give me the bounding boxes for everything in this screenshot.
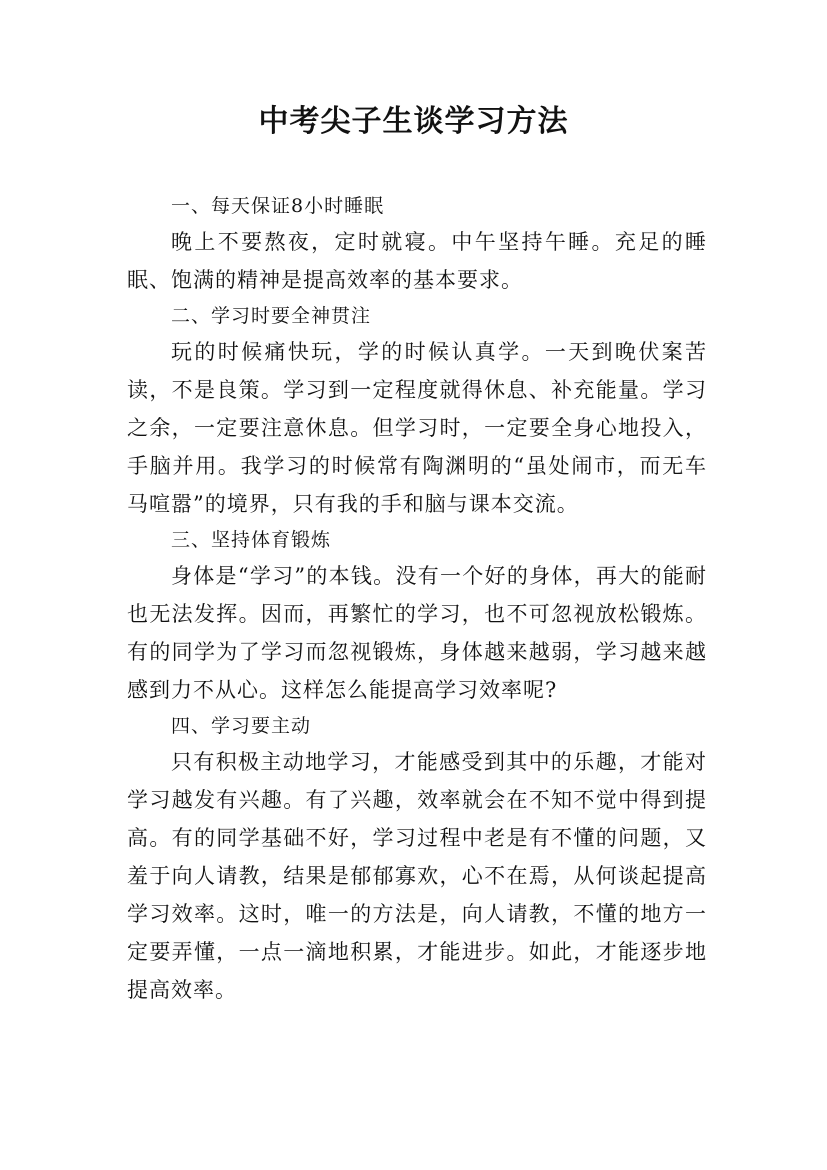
- section-initiative: [127, 709, 707, 1009]
- section-exercise: [127, 523, 707, 709]
- document-title: 中考尖子生谈学习方法: [258, 104, 569, 139]
- section-paragraph: 玩的时候痛快玩，学的时候认真学。一天到晚伏案苦读，不是良策。学习到一定程度就得休息、补充能量。学习之余，一定要注意休息。但学习时，一定要全身心地投入，手脑并用。我学习的时候常有陶渊明的“虽处闹市，而无车马喧嚣”的境界，只有我的手和脑与课本交流。: [127, 340, 707, 516]
- section-heading: 四、学习要主动: [171, 715, 312, 737]
- section-heading: 三、坚持体育锻炼: [171, 529, 332, 551]
- section-sleep: [127, 189, 707, 299]
- section-paragraph: 身体是“学习”的本钱。没有一个好的身体，再大的能耐也无法发挥。因而，再繁忙的学习，也不可忽视放松锻炼。有的同学为了学习而忽视锻炼，身体越来越弱，学习越来越感到力不从心。这样怎么能提高学习效率呢?: [127, 564, 707, 702]
- section-paragraph: 晚上不要熬夜，定时就寝。中午坚持午睡。充足的睡眠、饱满的精神是提高效率的基本要求。: [127, 230, 707, 292]
- section-heading: 一、每天保证8小时睡眠: [171, 195, 385, 217]
- section-heading: 二、学习时要全神贯注: [171, 305, 372, 327]
- document-body: [127, 189, 707, 1009]
- section-focus: [127, 299, 707, 523]
- section-paragraph: 只有积极主动地学习，才能感受到其中的乐趣，才能对学习越发有兴趣。有了兴趣，效率就会在不知不觉中得到提高。有的同学基础不好，学习过程中老是有不懂的问题，又羞于向人请教，结果是郁郁寡欢，心不在焉，从何谈起提高学习效率。这时，唯一的方法是，向人请教，不懂的地方一定要弄懂，一点一滴地积累，才能进步。如此，才能逐步地提高效率。: [127, 750, 707, 1002]
